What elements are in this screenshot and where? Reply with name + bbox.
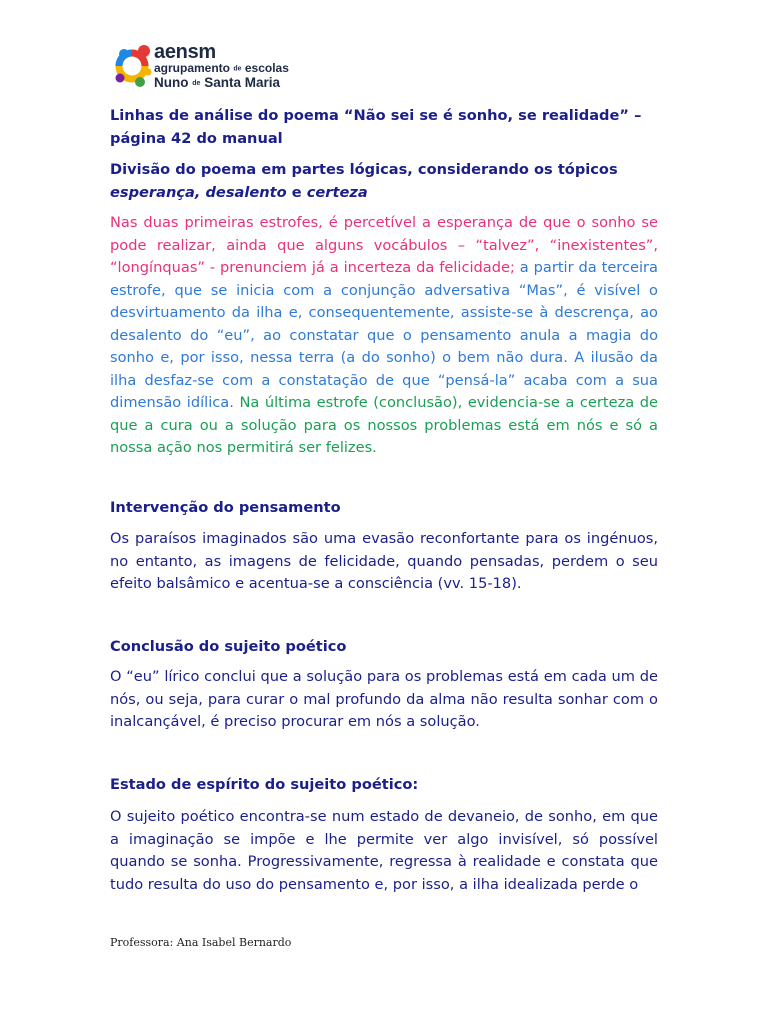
division-text-hope: Nas duas primeiras estrofes, é percetível a esperança de que o sonho se pode realizar, ainda que alguns vocábulos – “talvez”, “inexistentes”, “longínquas” - prenunciem já a incerteza da felicidade;	[110, 214, 658, 276]
division-text-discouragement: a partir da terceira estrofe, que se inicia com a conjunção adversativa “Mas”, é visível o desvirtuamento da ilha e, consequentemente, assiste-se à descrença, ao desalento do “eu”, ao constatar que o pensamento anula a magia do sonho e, por isso, nessa terra (a do sonho) o bem não dura. A ilusão da ilha desfaz-se com a constatação de que “pensá-la” acaba com a sua dimensão idílica.	[110, 259, 658, 411]
logo-nuno-santa-maria: Nuno de Santa Maria	[154, 75, 280, 91]
logo-aensm: aensm	[154, 41, 216, 63]
footer-teacher: Professora: Ana Isabel Bernardo	[110, 936, 292, 949]
logo-agrupamento: agrupamento de escolas	[154, 61, 289, 75]
intervention-paragraph: Os paraísos imaginados são uma evasão reconfortante para os ingénuos, no entanto, as imagens de felicidade, quando pensadas, perdem o seu efeito balsâmico e acentua-se a consciência (vv. 15-18).	[110, 530, 658, 592]
state-paragraph: O sujeito poético encontra-se num estado de devaneio, de sonho, em que a imaginação se impõe e lhe permite ver algo invisível, só possível quando se sonha. Progressivamente, regressa à realidade e constata que tudo resulta do uso do pensamento e, por isso, a ilha idealizada perde o	[110, 808, 658, 893]
conclusion-heading: Conclusão do sujeito poético	[110, 638, 347, 655]
school-logo	[110, 42, 310, 98]
logo-emblem-icon	[110, 42, 154, 98]
intervention-heading: Intervenção do pensamento	[110, 499, 341, 516]
division-paragraph	[110, 212, 658, 460]
document-title: Linhas de análise do poema “Não sei se é sonho, se realidade” – página 42 do manual	[110, 107, 642, 147]
logo-text	[154, 42, 289, 91]
state-heading: Estado de espírito do sujeito poético:	[110, 776, 419, 793]
division-text-certainty: Na última estrofe (conclusão), evidencia-se a certeza de que a cura ou a solução para os nossos problemas está em nós e só a nossa ação nos permitirá ser felizes.	[110, 394, 659, 456]
division-heading: Divisão do poema em partes lógicas, considerando os tópicos esperança, desalento e certeza	[110, 161, 618, 201]
conclusion-paragraph: O “eu” lírico conclui que a solução para os problemas está em cada um de nós, ou seja, para curar o mal profundo da alma não resulta sonhar com o inalcançável, é preciso procurar em nós a solução.	[110, 668, 658, 730]
